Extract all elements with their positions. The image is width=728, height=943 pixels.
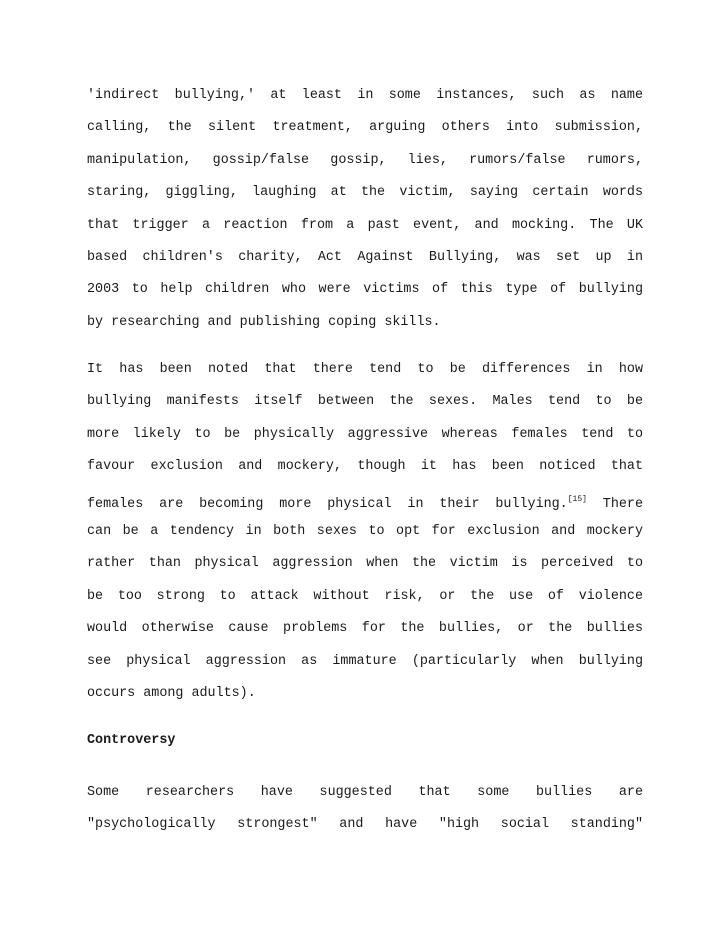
- text-line: occurs among adults).: [87, 685, 256, 701]
- text-line: be too strong to attack without risk, or the use of violence: [87, 588, 643, 604]
- text-line: "psychologically strongest" and have "high social standing": [87, 817, 643, 833]
- citation-reference[interactable]: [15]: [567, 494, 587, 504]
- text-line: rather than physical aggression when the victim is perceived to: [87, 556, 643, 572]
- text-line: 'indirect bullying,' at least in some instances, such as name: [87, 88, 643, 103]
- text-line: favour exclusion and mockery, though it has been noticed that: [87, 459, 643, 475]
- text-line: Some researchers have suggested that some bullies are: [87, 785, 643, 800]
- text-line: more likely to be physically aggressive whereas females tend to: [87, 426, 643, 442]
- text-line: see physical aggression as immature (particularly when bullying: [87, 653, 643, 669]
- text-line: staring, giggling, laughing at the victim, saying certain words: [87, 185, 643, 201]
- text-line: 2003 to help children who were victims of this type of bullying: [87, 282, 643, 298]
- text-line: can be a tendency in both sexes to opt for exclusion and mockery: [87, 523, 643, 539]
- paragraph-sex-differences: [87, 362, 643, 718]
- section-heading: Controversy: [87, 733, 176, 748]
- paragraph-indirect-bullying: [87, 88, 643, 347]
- text-line: that trigger a reaction from a past event, and mocking. The UK: [87, 217, 643, 233]
- text-line: manipulation, gossip/false gossip, lies, rumors/false rumors,: [87, 152, 643, 168]
- text-line: by researching and publishing coping skills.: [87, 314, 441, 330]
- text-segment: There: [602, 496, 643, 512]
- text-line: It has been noted that there tend to be differences in how: [87, 362, 643, 377]
- text-line: based children's charity, Act Against Bullying, was set up in: [87, 249, 643, 265]
- text-line-with-citation: [87, 492, 643, 524]
- text-line: calling, the silent treatment, arguing others into submission,: [87, 120, 643, 136]
- paragraph-controversy: [87, 785, 643, 850]
- text-segment: females are becoming more physical in their bullying.: [87, 496, 568, 512]
- text-line: would otherwise cause problems for the bullies, or the bullies: [87, 621, 643, 637]
- text-line: bullying manifests itself between the sexes. Males tend to be: [87, 394, 643, 410]
